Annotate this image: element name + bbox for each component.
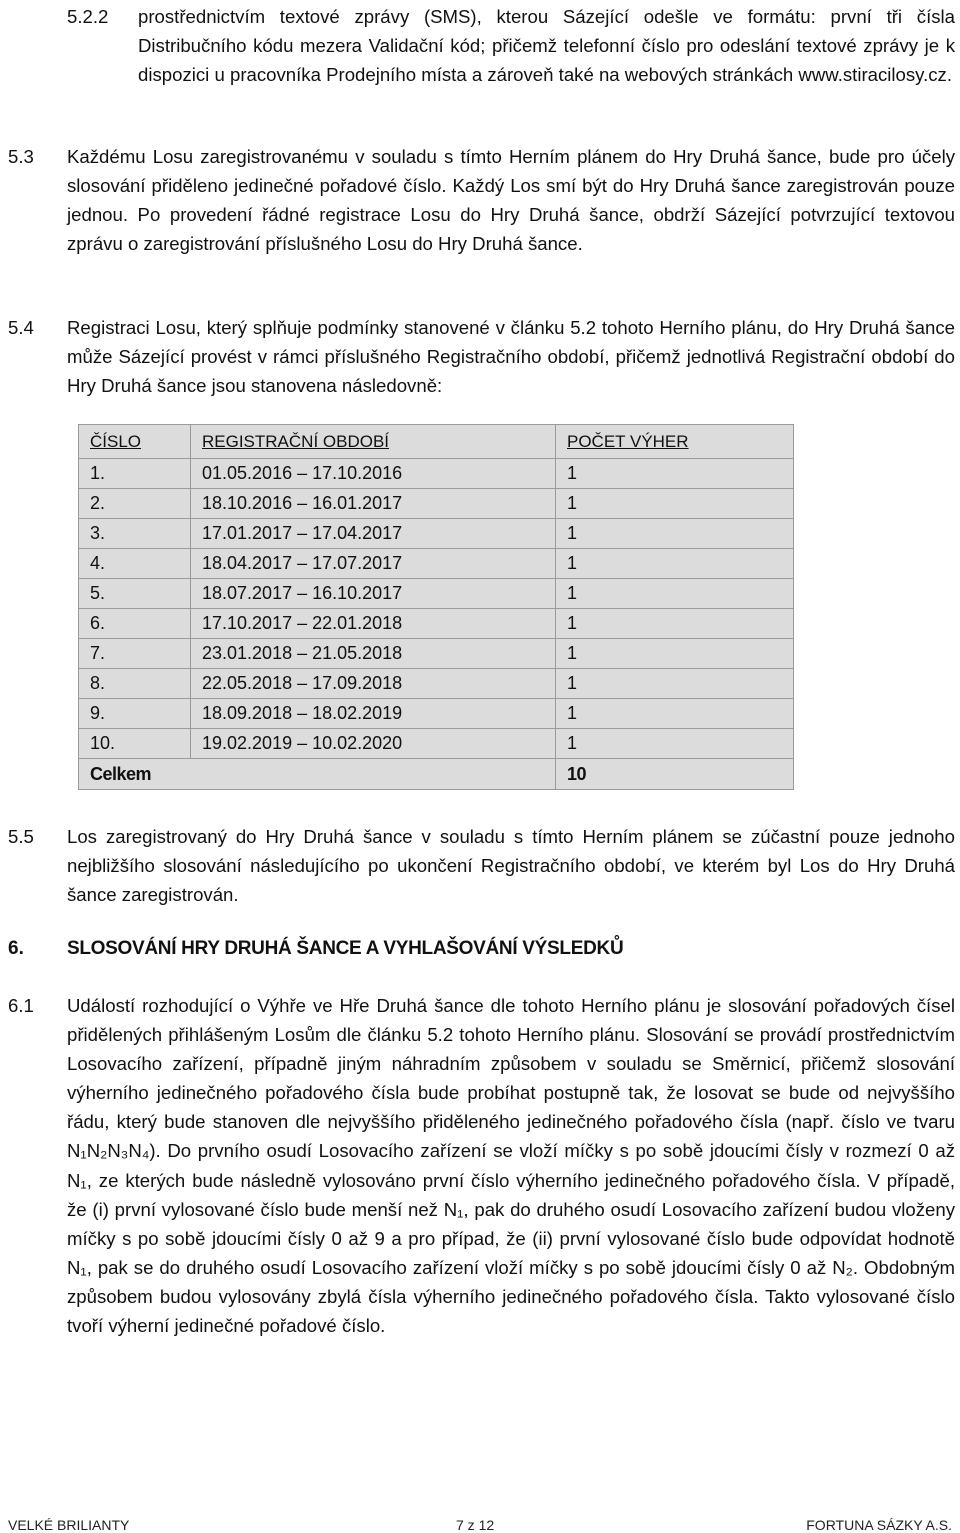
row-number: 8. <box>79 669 191 699</box>
section-text: Registraci Losu, který splňuje podmínky stanovené v článku 5.2 tohoto Herního plánu, do Hry Druhá šance může Sázející provést v rámci příslušného Registračního období, přičemž jednotlivá Registrační období do Hry Druhá šance jsou stanovena následovně: <box>67 317 955 397</box>
row-wins: 1 <box>556 579 794 609</box>
row-wins: 1 <box>556 549 794 579</box>
row-wins: 1 <box>556 609 794 639</box>
section-text: Každému Losu zaregistrovanému v souladu s tímto Herním plánem do Hry Druhá šance, bude pro účely slosování přiděleno jedinečné pořadové číslo. Každý Los smí být do Hry Druhá šance zaregistrován pouze jednou. Po provedení řádné registrace Losu do Hry Druhá šance, obdrží Sázející potvrzující textovou zprávu o zaregistrování příslušného Losu do Hry Druhá šance. <box>67 146 955 255</box>
row-wins: 1 <box>556 519 794 549</box>
table-total-row <box>79 759 794 790</box>
table-row <box>79 579 794 609</box>
section-number: 5.4 <box>8 317 34 338</box>
section-number: 5.3 <box>8 146 34 167</box>
footer-left: VELKÉ BRILIANTY <box>8 1517 130 1533</box>
section-text: prostřednictvím textové zprávy (SMS), kterou Sázející odešle ve formátu: první tři čísla Distribučního kódu mezera Validační kód; přičemž telefonní číslo pro odeslání textové zprávy je k dispozici u pracovníka Prodejního místa a zároveň také na webových stránkách www.stiracilosy.cz. <box>138 6 955 86</box>
table-row <box>79 549 794 579</box>
row-number: 2. <box>79 489 191 519</box>
footer-right: FORTUNA SÁZKY A.S. <box>806 1517 952 1533</box>
row-wins: 1 <box>556 699 794 729</box>
row-period: 18.09.2018 – 18.02.2019 <box>191 699 556 729</box>
row-number: 4. <box>79 549 191 579</box>
row-number: 9. <box>79 699 191 729</box>
row-number: 3. <box>79 519 191 549</box>
row-wins: 1 <box>556 729 794 759</box>
table-row <box>79 639 794 669</box>
row-number: 10. <box>79 729 191 759</box>
row-period: 18.07.2017 – 16.10.2017 <box>191 579 556 609</box>
column-header-wins: POČET VÝHER <box>556 425 794 459</box>
table-row <box>79 669 794 699</box>
row-period: 18.10.2016 – 16.01.2017 <box>191 489 556 519</box>
row-period: 17.10.2017 – 22.01.2018 <box>191 609 556 639</box>
table-row <box>79 489 794 519</box>
row-number: 5. <box>79 579 191 609</box>
table-row <box>79 699 794 729</box>
table-row <box>79 459 794 489</box>
row-wins: 1 <box>556 459 794 489</box>
heading-number: 6. <box>8 938 24 959</box>
row-period: 17.01.2017 – 17.04.2017 <box>191 519 556 549</box>
heading-title: SLOSOVÁNÍ HRY DRUHÁ ŠANCE A VYHLAŠOVÁNÍ VÝSLEDKŮ <box>67 938 624 959</box>
row-wins: 1 <box>556 669 794 699</box>
section-number: 6.1 <box>8 995 34 1016</box>
row-period: 19.02.2019 – 10.02.2020 <box>191 729 556 759</box>
table-row <box>79 729 794 759</box>
row-wins: 1 <box>556 639 794 669</box>
table-header-row <box>79 425 794 459</box>
row-period: 22.05.2018 – 17.09.2018 <box>191 669 556 699</box>
section-number: 5.5 <box>8 826 34 847</box>
row-period: 01.05.2016 – 17.10.2016 <box>191 459 556 489</box>
section-text: Událostí rozhodující o Výhře ve Hře Druhá šance dle tohoto Herního plánu je slosování pořadových čísel přidělených přihlášeným Losům dle článku 5.2 tohoto Herního plánu. Slosování se provádí prostřednictvím Losovacího zařízení, případně jiným náhradním způsobem v souladu se Směrnicí, přičemž slosování výherního jedinečného pořadového čísla bude probíhat postupně tak, že losovat se bude od nejvyššího řádu, který bude stanoven dle nejvyššího přiděleného jedinečného pořadového čísla (např. číslo ve tvaru N₁N₂N₃N₄). Do prvního osudí Losovacího zařízení se vloží míčky s po sobě jdoucími čísly v rozmezí 0 až N₁, ze kterých bude následně vylosováno první číslo výherního jedinečného pořadového čísla. V případě, že (i) první vylosované číslo bude menší než N₁, pak do druhého osudí Losovacího zařízení budou vloženy míčky s po sobě jdoucími čísly 0 až 9 a pro případ, že (ii) první vylosované číslo bude odpovídat hodnotě N₁, pak se do druhého osudí Losovacího zařízení vloží míčky s po sobě jdoucími čísly 0 až N₂. Obdobným způsobem budou vylosovány zbylá čísla výherního jedinečného pořadového čísla. Takto vylosované číslo tvoří výherní jedinečné pořadové číslo. <box>67 995 955 1337</box>
row-wins: 1 <box>556 489 794 519</box>
row-period: 23.01.2018 – 21.05.2018 <box>191 639 556 669</box>
section-number: 5.2.2 <box>67 6 109 27</box>
total-value: 10 <box>556 759 794 790</box>
row-number: 7. <box>79 639 191 669</box>
table-row <box>79 609 794 639</box>
row-number: 6. <box>79 609 191 639</box>
row-number: 1. <box>79 459 191 489</box>
column-header-number: ČÍSLO <box>79 425 191 459</box>
registration-periods-table <box>78 424 794 790</box>
column-header-period: REGISTRAČNÍ OBDOBÍ <box>191 425 556 459</box>
row-period: 18.04.2017 – 17.07.2017 <box>191 549 556 579</box>
page-number: 7 z 12 <box>456 1517 495 1533</box>
total-label: Celkem <box>79 759 556 790</box>
table-row <box>79 519 794 549</box>
section-text: Los zaregistrovaný do Hry Druhá šance v souladu s tímto Herním plánem se zúčastní pouze jednoho nejbližšího slosování následujícího po ukončení Registračního období, ve kterém byl Los do Hry Druhá šance zaregistrován. <box>67 826 955 906</box>
